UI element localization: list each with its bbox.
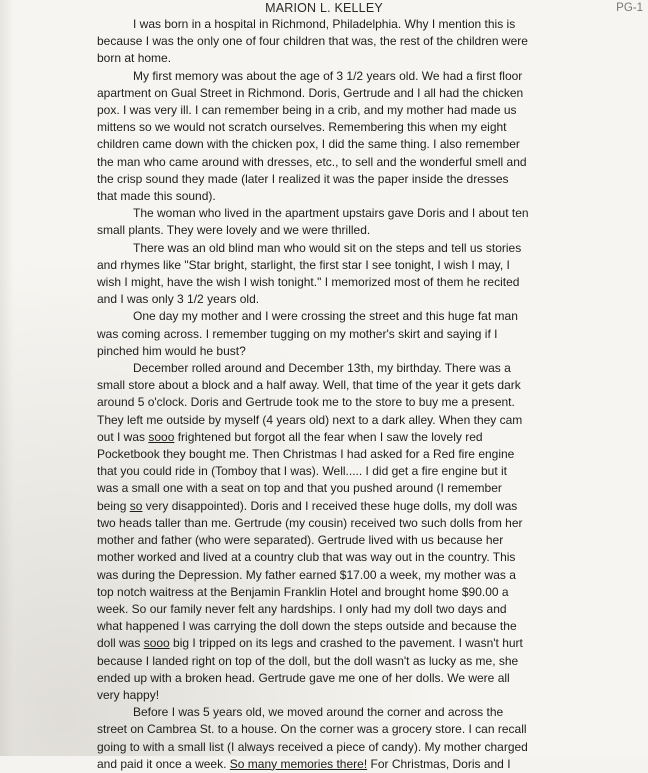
text-segment: that made this sound). — [97, 189, 216, 204]
author-header: MARION L. KELLEY — [265, 1, 383, 15]
page-number: PG-1 — [616, 2, 643, 14]
text-line — [97, 171, 561, 188]
text-segment: the man who came around with dresses, etc., to sell and the wonderful smell and — [97, 154, 527, 169]
text-line — [97, 102, 561, 119]
text-line — [97, 343, 561, 360]
text-line — [97, 739, 561, 756]
text-line — [97, 50, 561, 67]
text-line — [97, 188, 561, 205]
text-segment: two heads taller than me. Gertrude (my cousin) received two such dolls from her — [97, 515, 523, 530]
paragraph — [97, 704, 561, 773]
text-line — [97, 756, 561, 773]
text-segment: big I tripped on its legs and crashed to the pavement. I wasn't hurt — [169, 636, 523, 651]
text-segment: small store about a block and a half away. Well, that time of the year it gets dark — [97, 378, 521, 393]
document-body — [97, 16, 561, 773]
text-segment: because I landed right on top of the doll, but the doll wasn't as lucky as me, she — [97, 653, 519, 668]
text-line — [97, 549, 561, 566]
text-segment: small plants. They were lovely and we were thrilled. — [97, 223, 371, 238]
underlined-text: So many memories there! — [229, 756, 368, 771]
text-line — [97, 257, 561, 274]
text-line — [97, 463, 561, 480]
text-line — [97, 567, 561, 584]
text-line — [97, 394, 561, 411]
text-segment: and paid it once a week. — [97, 756, 230, 771]
text-segment: pinched him would he bust? — [97, 343, 246, 358]
text-segment: mother and father (who were separated). Gertrude lived with us because her — [97, 533, 504, 548]
text-line — [97, 205, 561, 222]
text-segment: frightened but forgot all the fear when I saw the lovely red — [174, 429, 483, 444]
text-segment: top notch waitress at the Benjamin Franklin Hotel and brought home $90.00 a — [97, 584, 509, 599]
text-line — [97, 601, 561, 618]
text-segment: doll was — [97, 636, 144, 651]
text-line — [97, 326, 561, 343]
text-line — [97, 136, 561, 153]
text-segment: and rhymes like "Star bright, starlight, the first star I see tonight, I wish I may, I — [97, 257, 510, 272]
text-line — [97, 704, 561, 721]
text-line — [97, 222, 561, 239]
text-segment: was during the Depression. My father earned $17.00 a week, my mother was a — [97, 567, 516, 582]
text-line — [97, 480, 561, 497]
text-segment: children came down with the chicken pox, I did the same thing. I also remember — [97, 137, 520, 152]
text-line — [97, 618, 561, 635]
text-line — [97, 687, 561, 704]
text-segment: week. So our family never felt any hardships. I only had my doll two days and — [97, 601, 507, 616]
text-segment: was coming across. I remember tugging on my mother's skirt and saying if I — [97, 326, 498, 341]
text-line — [97, 515, 561, 532]
text-line — [97, 653, 561, 670]
text-line — [97, 240, 561, 257]
text-segment: the crisp sound they made (later I realized it was the paper inside the dresses — [97, 171, 509, 186]
text-segment: ended up with a broken head. Gertrude gave me one of her dolls. We were all — [97, 670, 510, 685]
text-segment: going to with a small list (I always received a piece of candy). My mother charged — [97, 739, 528, 754]
paragraph — [97, 240, 561, 309]
text-line — [97, 85, 561, 102]
text-segment: and I was only 3 1/2 years old. — [97, 292, 260, 307]
text-segment: The woman who lived in the apartment upstairs gave Doris and I about ten — [133, 206, 529, 221]
text-line — [97, 721, 561, 738]
text-line — [97, 446, 561, 463]
underlined-text: sooo — [148, 429, 175, 444]
paragraph — [97, 68, 561, 206]
text-segment: apartment on Gual Street in Richmond. Doris, Gertrude and I all had the chicken — [97, 85, 524, 100]
text-segment: For Christmas, Doris and I — [367, 756, 511, 771]
text-segment: around 5 o'clock. Doris and Gertrude took me to the store to buy me a present. — [97, 395, 515, 410]
text-segment: because I was the only one of four children that was, the rest of the children were — [97, 34, 528, 49]
text-segment: very disappointed). Doris and I received these huge dolls, my doll was — [142, 498, 518, 513]
text-segment: mother worked and lived at a country club that was way out in the country. This — [97, 550, 516, 565]
text-line — [97, 377, 561, 394]
text-segment: pox. I was very ill. I can remember being in a crib, and my mother had made us — [97, 103, 517, 118]
text-line — [97, 670, 561, 687]
paragraph — [97, 16, 561, 68]
text-line — [97, 429, 561, 446]
text-line — [97, 308, 561, 325]
text-segment: There was an old blind man who would sit on the steps and tell us stories — [133, 240, 522, 255]
text-segment: Before I was 5 years old, we moved around the corner and across the — [133, 705, 504, 720]
text-line — [97, 584, 561, 601]
text-line — [97, 119, 561, 136]
text-line — [97, 291, 561, 308]
paragraph — [97, 205, 561, 239]
text-segment: being — [97, 498, 130, 513]
text-line — [97, 274, 561, 291]
paragraph — [97, 360, 561, 704]
text-segment: Pocketbook they bought me. Then Christmas I had asked for a Red fire engine — [97, 447, 515, 462]
text-line — [97, 154, 561, 171]
text-segment: wish I might, have the wish I wish tonight." I memorized most of them he recited — [97, 275, 520, 290]
text-segment: out I was — [97, 429, 149, 444]
text-segment: I was born in a hospital in Richmond, Philadelphia. Why I mention this is — [133, 17, 516, 31]
text-line — [97, 498, 561, 515]
text-segment: street on Cambrea St. to a house. On the corner was a grocery store. I can recall — [97, 722, 527, 737]
text-segment: what happened I was carrying the doll down the steps outside and because the — [97, 619, 517, 634]
text-line — [97, 68, 561, 85]
text-line — [97, 33, 561, 50]
paragraph — [97, 308, 561, 360]
text-segment: December rolled around and December 13th, my birthday. There was a — [133, 361, 511, 376]
text-segment: very happy! — [97, 687, 160, 702]
underlined-text: so — [129, 498, 143, 513]
text-segment: They left me outside by myself (4 years old) next to a dark alley. When they cam — [97, 412, 523, 427]
text-line — [97, 360, 561, 377]
text-segment: that you could ride in (Tomboy that I was). Well..... I did get a fire engine but it — [97, 464, 507, 479]
text-line — [97, 532, 561, 549]
text-segment: mittens so we would not scratch ourselves. Remembering this when my eight — [97, 120, 507, 135]
text-segment: One day my mother and I were crossing the street and this huge fat man — [133, 309, 518, 324]
text-line — [97, 412, 561, 429]
text-segment: born at home. — [97, 51, 172, 66]
text-segment: My first memory was about the age of 3 1/2 years old. We had a first floor — [133, 68, 523, 83]
underlined-text: sooo — [143, 636, 170, 651]
text-segment: was a small one with a seat on top and that you pushed around (I remember — [97, 481, 502, 496]
text-line — [97, 16, 561, 33]
text-line — [97, 635, 561, 652]
